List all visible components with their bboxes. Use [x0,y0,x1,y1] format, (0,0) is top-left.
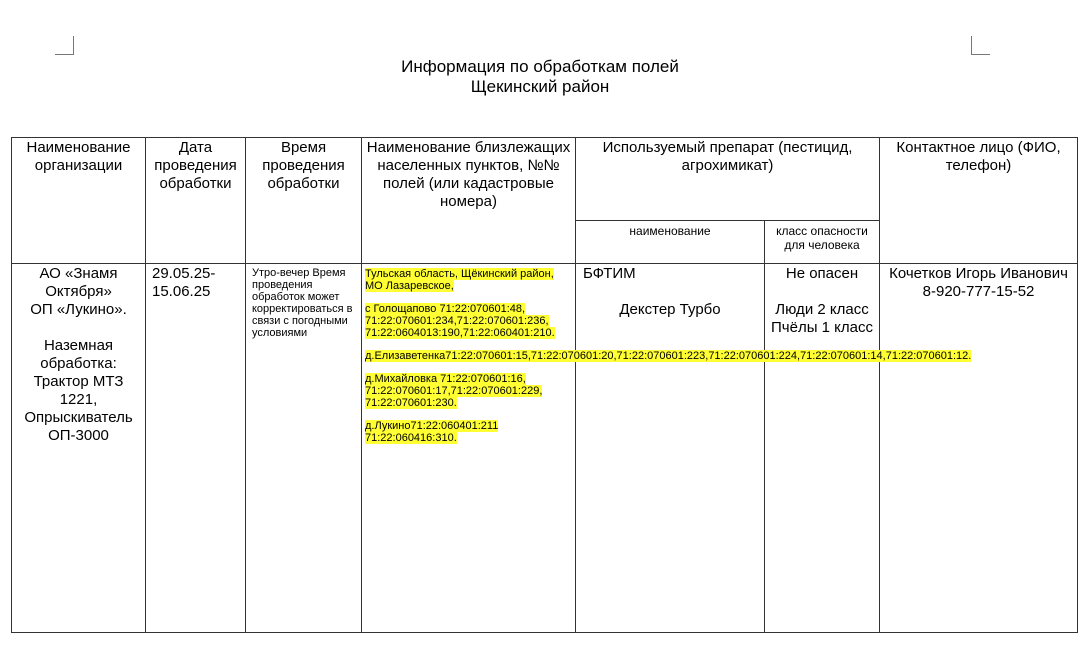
org-equipment: Наземная обработка: Трактор МТЗ 1221, Опрыскиватель ОП-3000 [24,337,133,444]
settlement-region: Тульская область, Щёкинский район, [365,268,554,280]
org-name: АО «Знамя Октября» [39,265,118,300]
page-corner-mark-left [55,36,74,55]
header-row [12,138,1078,221]
prep-name-2: Декстер Турбо [619,301,721,318]
class-3: Пчёлы 1 класс [771,319,873,336]
settlement-mikhailovka: д.Михайловка 71:22:070601:16, 71:22:070601:17,71:22:070601:229, 71:22:070601:230. [365,373,543,409]
document-title: Информация по обработкам полей [401,57,679,76]
contact-name: Кочетков Игорь Иванович [889,265,1068,282]
prep-name-1: БФТИМ [583,265,636,282]
header-contact: Контактное лицо (ФИО, телефон) [880,138,1078,264]
cell-organization [12,264,146,633]
document-subtitle: Щекинский район [470,77,610,96]
settlement-goloshchapovo: с Голощапово 71:22:070601:48, 71:22:070601:234,71:22:070601:236, 71:22:0604013:190,71:22:060401:210. [365,303,555,339]
table-row [12,264,1078,633]
class-2: Люди 2 класс [775,301,869,318]
settlement-elizavetenka: д.Елизаветенка71:22:070601:15,71:22:070601:20,71:22:070601:223,71:22:070601:224,71:22:070601:14,71:22:070601:12. [365,350,972,362]
cell-contact [880,264,1078,633]
header-settlements: Наименование близлежащих населенных пунктов, №№ полей (или кадастровые номера) [362,138,576,264]
header-prep-class: класс опасности для человека [765,221,880,264]
cell-time: Утро-вечер Время проведения обработок может корректироваться в связи с погодными условиями [246,264,362,633]
settlement-mo: МО Лазаревское, [365,280,454,292]
header-prep-name: наименование [576,221,765,264]
header-time: Время проведения обработки [246,138,362,264]
treatment-table [11,137,1078,633]
class-1: Не опасен [785,265,859,282]
cell-date: 29.05.25-15.06.25 [146,264,246,633]
contact-phone: 8-920-777-15-52 [922,283,1035,300]
page-corner-mark-right [971,36,990,55]
header-organization: Наименование организации [12,138,146,264]
cell-prep-class [765,264,880,633]
header-preparation: Используемый препарат (пестицид, агрохимикат) [576,138,880,221]
org-unit: ОП «Лукино». [30,301,127,318]
header-date: Дата проведения обработки [146,138,246,264]
settlement-lukino: д.Лукино71:22:060401:211 71:22:060416:310. [365,420,499,444]
cell-prep-name [576,264,765,633]
